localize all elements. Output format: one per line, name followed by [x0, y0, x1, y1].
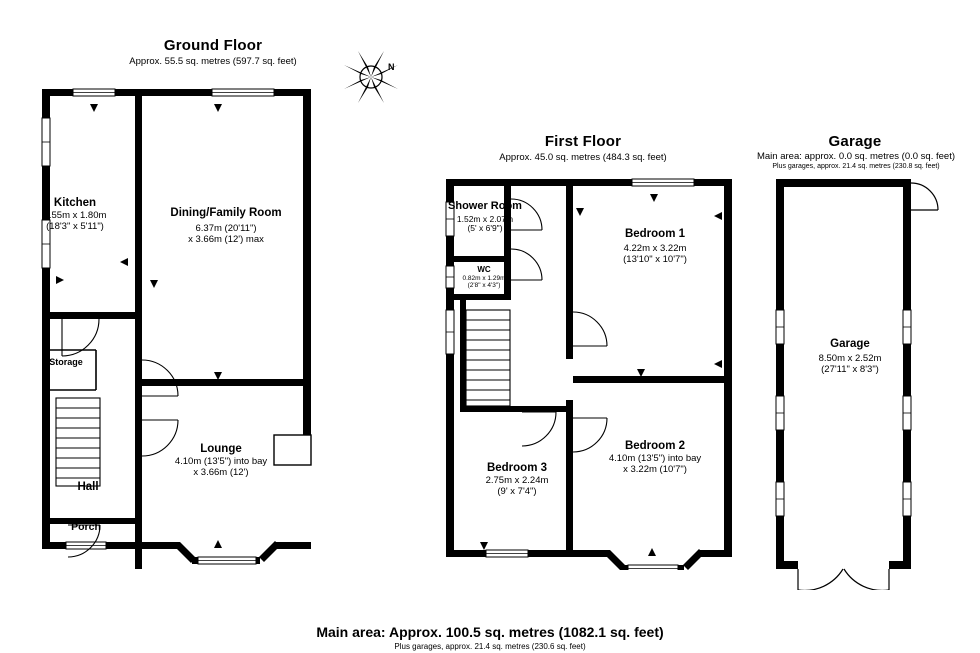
room-shower-dims-imperial: (5' x 6'9") — [467, 223, 503, 234]
room-dining-family-dims-metric: 6.37m (20'11") — [195, 223, 257, 235]
room-bedroom-3-dims-imperial: (9' x 7'4") — [497, 486, 537, 498]
ground-floor-title: Ground Floor — [163, 37, 263, 54]
room-bedroom-1 — [580, 228, 730, 266]
garage-plan — [762, 170, 942, 590]
room-bedroom-2-dims-imperial: x 3.22m (10'7") — [623, 464, 687, 476]
room-kitchen-dims-imperial: (18'3" x 5'11") — [46, 221, 104, 233]
room-dining-family-name: Dining/Family Room — [170, 207, 282, 219]
room-bedroom-1-name: Bedroom 1 — [624, 228, 686, 240]
room-bedroom-3-name: Bedroom 3 — [486, 462, 548, 474]
room-kitchen-name: Kitchen — [53, 197, 97, 209]
garage-title: Garage — [828, 133, 882, 150]
room-bedroom-1-dims-metric: 4.22m x 3.22m — [623, 243, 687, 255]
room-wc-dims-metric: 0.82m x 1.29m — [462, 274, 506, 282]
room-wc-dims-imperial: (2'8" x 4'3") — [467, 282, 501, 290]
compass-rose — [338, 45, 408, 110]
room-hall — [58, 481, 118, 494]
room-bedroom-1-dims-imperial: (13'10" x 10'7") — [623, 254, 687, 266]
room-dining-family-dims-imperial: x 3.66m (12') max — [188, 234, 264, 246]
garage-subtitle2: Plus garages, approx. 21.4 sq. metres (230.8 sq. feet) — [772, 163, 940, 170]
room-shower-dims-metric: 1.52m x 2.07m — [456, 213, 514, 224]
room-garage-dims-imperial: (27'11" x 8'3") — [821, 364, 879, 376]
room-wc-name: WC — [477, 265, 491, 274]
room-lounge-dims-metric: 4.10m (13'5") into bay — [174, 456, 268, 468]
room-lounge — [136, 443, 306, 479]
garage-subtitle: Main area: approx. 0.0 sq. metres (0.0 sq. feet) — [756, 151, 955, 162]
ground-floor-plan — [28, 80, 348, 580]
room-lounge-dims-imperial: x 3.66m (12') — [193, 467, 249, 479]
room-wc — [448, 266, 520, 290]
footer-main-area: Main area: Approx. 100.5 sq. metres (1082.1 sq. feet) — [316, 624, 664, 640]
room-shower — [440, 200, 530, 234]
room-bedroom-3 — [452, 462, 582, 498]
first-floor-title: First Floor — [544, 133, 622, 150]
ground-floor-subtitle: Approx. 55.5 sq. metres (597.7 sq. feet) — [129, 56, 297, 67]
room-storage — [34, 358, 98, 368]
room-kitchen-dims-metric: 5.55m x 1.80m — [43, 210, 107, 222]
footer-garage-area: Plus garages, approx. 21.4 sq. metres (230.6 sq. feet) — [394, 642, 586, 651]
room-storage-name: Storage — [49, 357, 83, 367]
room-hall-name: Hall — [77, 481, 99, 493]
room-shower-name: Shower Room — [448, 200, 522, 212]
room-bedroom-2-name: Bedroom 2 — [624, 440, 686, 452]
room-lounge-name: Lounge — [200, 443, 242, 455]
room-bedroom-3-dims-metric: 2.75m x 2.24m — [485, 475, 549, 487]
first-floor-subtitle: Approx. 45.0 sq. metres (484.3 sq. feet) — [499, 152, 667, 163]
room-bedroom-2-dims-metric: 4.10m (13'5") into bay — [608, 453, 702, 465]
room-dining-family — [156, 207, 296, 246]
compass-north-label: N — [388, 62, 395, 72]
room-bedroom-2 — [565, 440, 745, 476]
room-porch-name: Porch — [71, 521, 101, 533]
room-garage-dims-metric: 8.50m x 2.52m — [818, 353, 882, 365]
room-garage — [775, 338, 925, 376]
room-garage-name: Garage — [830, 338, 870, 350]
room-kitchen — [20, 197, 130, 233]
room-porch — [56, 521, 116, 533]
